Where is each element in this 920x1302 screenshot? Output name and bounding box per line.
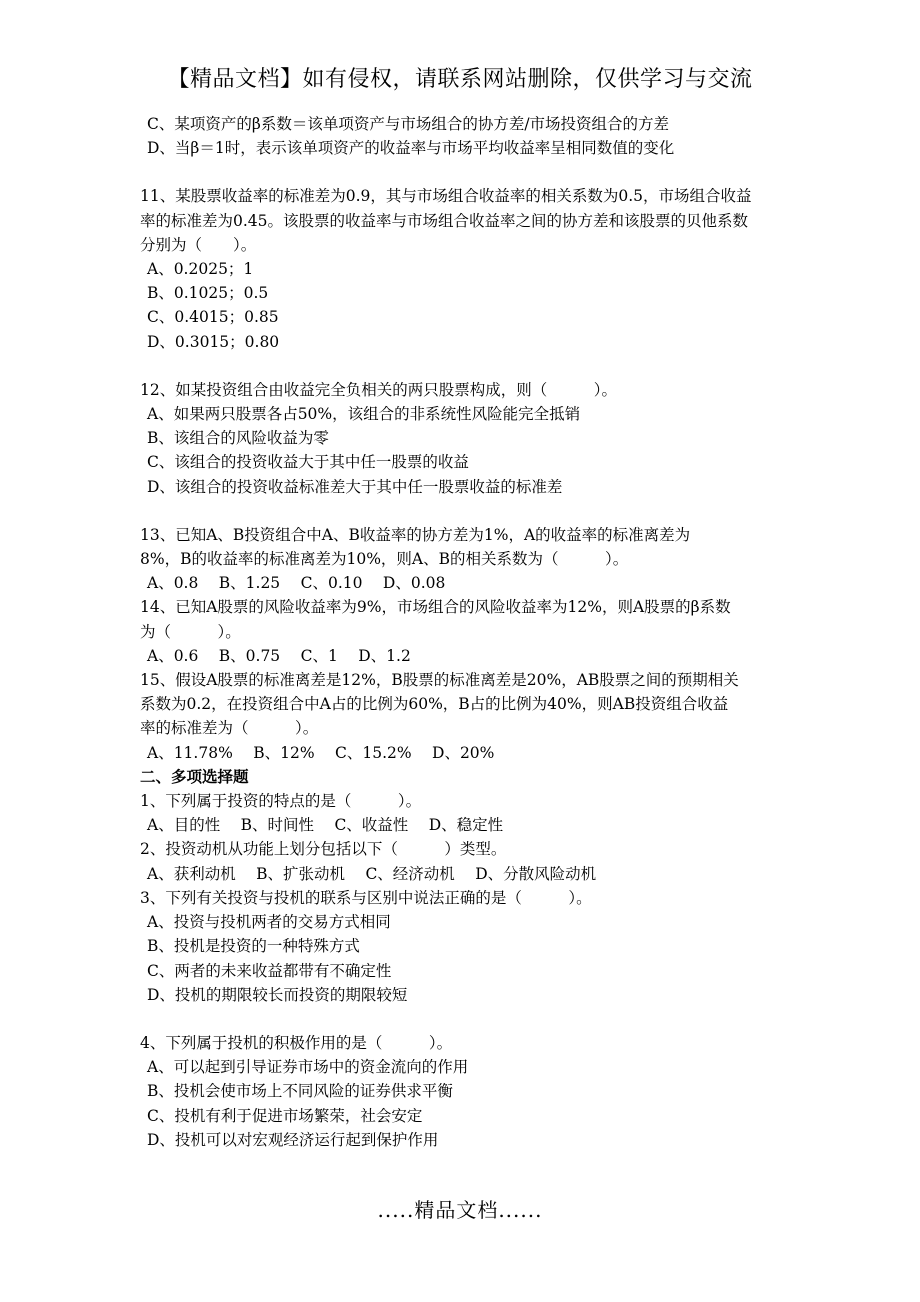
question-line: 系数为0.2，在投资组合中A占的比例为60%，B占的比例为40%，则AB投资组合收益 xyxy=(140,695,729,714)
option-line: D、投机可以对宏观经济运行起到保护作用 xyxy=(147,1130,439,1149)
option-line: D、投机的期限较长而投资的期限较短 xyxy=(147,985,408,1004)
option-line: B、投机是投资的一种特殊方式 xyxy=(147,937,360,956)
question-line: 15、假设A股票的标准离差是12%，B股票的标准离差是20%，AB股票之间的预期相关 xyxy=(140,671,739,690)
option-line: B、投机会使市场上不同风险的证券供求平衡 xyxy=(147,1082,453,1101)
question-line: 2、投资动机从功能上划分包括以下（ ）类型。 xyxy=(140,840,507,859)
question-line: 分别为（ ）。 xyxy=(140,235,257,254)
question-line: 12、如某投资组合由收益完全负相关的两只股票构成，则（ ）。 xyxy=(140,380,617,399)
option-line: A、如果两只股票各占50%，该组合的非系统性风险能完全抵销 xyxy=(147,405,581,424)
option-line: A、11.78% B、12% C、15.2% D、20% xyxy=(147,743,495,762)
document-body xyxy=(140,112,790,1152)
option-line: A、目的性 B、时间性 C、收益性 D、稳定性 xyxy=(147,816,504,835)
spacer xyxy=(140,354,790,378)
spacer xyxy=(140,160,790,184)
option-line: B、该组合的风险收益为零 xyxy=(147,429,329,448)
option-line: D、该组合的投资收益标准差大于其中任一股票收益的标准差 xyxy=(147,477,563,496)
option-line: C、0.4015；0.85 xyxy=(147,308,279,327)
option-line: C、该组合的投资收益大于其中任一股票的收益 xyxy=(147,453,469,472)
question-line: 率的标准差为0.45。该股票的收益率与市场组合收益率之间的协方差和该股票的贝他系数 xyxy=(140,211,749,230)
option-line: C、两者的未来收益都带有不确定性 xyxy=(147,961,392,980)
question-line: 3、下列有关投资与投机的联系与区别中说法正确的是（ ）。 xyxy=(140,888,592,907)
page-footer: .....精品文档...... xyxy=(377,1198,543,1222)
option-line: C、某项资产的β系数＝该单项资产与市场组合的协方差/市场投资组合的方差 xyxy=(147,115,670,133)
section-heading: 二、多项选择题 xyxy=(140,766,249,786)
option-line: A、0.2025；1 xyxy=(147,260,254,279)
option-line: B、0.1025；0.5 xyxy=(147,284,269,303)
option-line: A、投资与投机两者的交易方式相同 xyxy=(147,913,391,932)
question-line: 1、下列属于投资的特点的是（ ）。 xyxy=(140,792,422,811)
page-header: 【精品文档】如有侵权，请联系网站删除，仅供学习与交流 xyxy=(167,67,753,92)
question-line: 14、已知A股票的风险收益率为9%，市场组合的风险收益率为12%，则A股票的β系数 xyxy=(140,598,731,617)
option-line: C、投机有利于促进市场繁荣，社会安定 xyxy=(147,1106,423,1125)
question-line: 8%，B的收益率的标准离差为10%，则A、B的相关系数为（ ）。 xyxy=(140,550,629,569)
option-line: D、当β＝1时，表示该单项资产的收益率与市场平均收益率呈相同数值的变化 xyxy=(147,139,675,158)
spacer xyxy=(140,1007,790,1031)
option-line: A、获利动机 B、扩张动机 C、经济动机 D、分散风险动机 xyxy=(147,864,597,883)
option-line: D、0.3015；0.80 xyxy=(147,332,280,351)
question-line: 率的标准差为（ ）。 xyxy=(140,719,319,738)
question-line: 11、某股票收益率的标准差为0.9，其与市场组合收益率的相关系数为0.5，市场组合收益 xyxy=(140,187,752,206)
option-line: A、可以起到引导证券市场中的资金流向的作用 xyxy=(147,1058,469,1077)
question-line: 13、已知A、B投资组合中A、B收益率的协方差为1%，A的收益率的标准离差为 xyxy=(140,525,691,544)
option-line: A、0.8 B、1.25 C、0.10 D、0.08 xyxy=(147,574,446,593)
question-line: 为（ ）。 xyxy=(140,622,241,641)
option-line: A、0.6 B、0.75 C、1 D、1.2 xyxy=(147,646,411,665)
spacer xyxy=(140,499,790,523)
question-line: 4、下列属于投机的积极作用的是（ ）。 xyxy=(140,1033,453,1052)
